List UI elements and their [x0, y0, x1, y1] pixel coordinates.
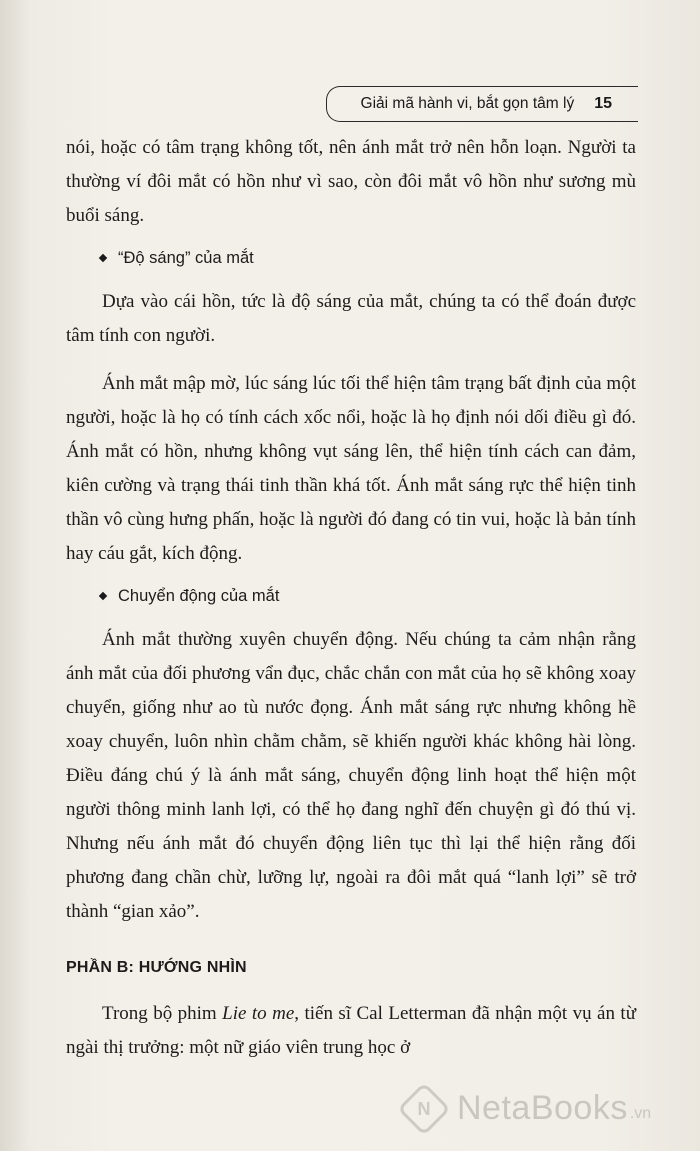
- watermark-suffix: .vn: [629, 1104, 652, 1122]
- subheading-brightness: [66, 243, 636, 273]
- paragraph-movement: Ánh mắt thường xuyên chuyển động. Nếu chúng ta cảm nhận rằng ánh mắt của đối phương vẩn đục, chắc chắn con mắt của họ sẽ không xoay chuyển, giống như ao tù nước đọng. Ánh mắt sáng rực nhưng không hề xoay chuyển, luôn nhìn chằm chằm, sẽ khiến người khác không hài lòng. Điều đáng chú ý là ánh mắt sáng, chuyển động linh hoạt thể hiện một người thông minh lanh lợi, có thể họ đang nghĩ đến chuyện gì đó thú vị. Nhưng nếu ánh mắt đó chuyển động liên tục thì lại thể hiện rằng đối phương đang chần chừ, lưỡng lự, ngoài ra đôi mắt quá “lanh lợi” sẽ trở thành “gian xảo”.: [66, 629, 636, 922]
- page-body: [66, 131, 636, 1065]
- netabooks-logo-icon: N: [397, 1082, 451, 1136]
- watermark: [405, 1089, 651, 1128]
- text-run: Trong bộ phim: [102, 1003, 223, 1024]
- paragraph-continuation: nói, hoặc có tâm trạng không tốt, nên ánh mắt trở nên hỗn loạn. Người ta thường ví đôi mắt có hồn như vì sao, còn đôi mắt vô hồn như sương mù buổi sáng.: [66, 137, 636, 226]
- header-title: Giải mã hành vi, bắt gọn tâm lý: [360, 95, 575, 112]
- subheading-movement: [66, 581, 636, 611]
- diamond-bullet-icon: [99, 592, 107, 600]
- section-heading: PHẦN B: HƯỚNG NHÌN: [66, 959, 247, 976]
- paragraph-lie-to-me: [66, 997, 636, 1065]
- diamond-bullet-icon: [99, 254, 107, 262]
- film-title: Lie to me: [222, 1003, 295, 1024]
- page-number: 15: [594, 95, 612, 112]
- paragraph-brightness-intro: Dựa vào cái hồn, tức là độ sáng của mắt, chúng ta có thể đoán được tâm tính con người.: [66, 291, 636, 346]
- running-header: [326, 86, 638, 122]
- text-run: , tiến sĩ Cal Letterman đã nhận một vụ án từ ngài thị trưởng: một nữ giáo viên trung học ở: [66, 1003, 636, 1058]
- subheading-brightness-label: “Độ sáng” của mắt: [118, 249, 254, 267]
- paragraph-brightness-detail: Ánh mắt mập mờ, lúc sáng lúc tối thể hiện tâm trạng bất định của một người, hoặc là họ có tính cách xốc nổi, hoặc là họ định nói dối điều gì đó. Ánh mắt có hồn, nhưng không vụt sáng lên, thể hiện tính cách can đảm, kiên cường và trạng thái tinh thần khá tốt. Ánh mắt sáng rực thể hiện tinh thần vô cùng hưng phấn, hoặc là người đó đang có tin vui, hoặc là bản tính hay cáu gắt, kích động.: [66, 373, 636, 564]
- subheading-movement-label: Chuyển động của mắt: [118, 587, 280, 605]
- watermark-text: NetaBooks: [457, 1089, 628, 1127]
